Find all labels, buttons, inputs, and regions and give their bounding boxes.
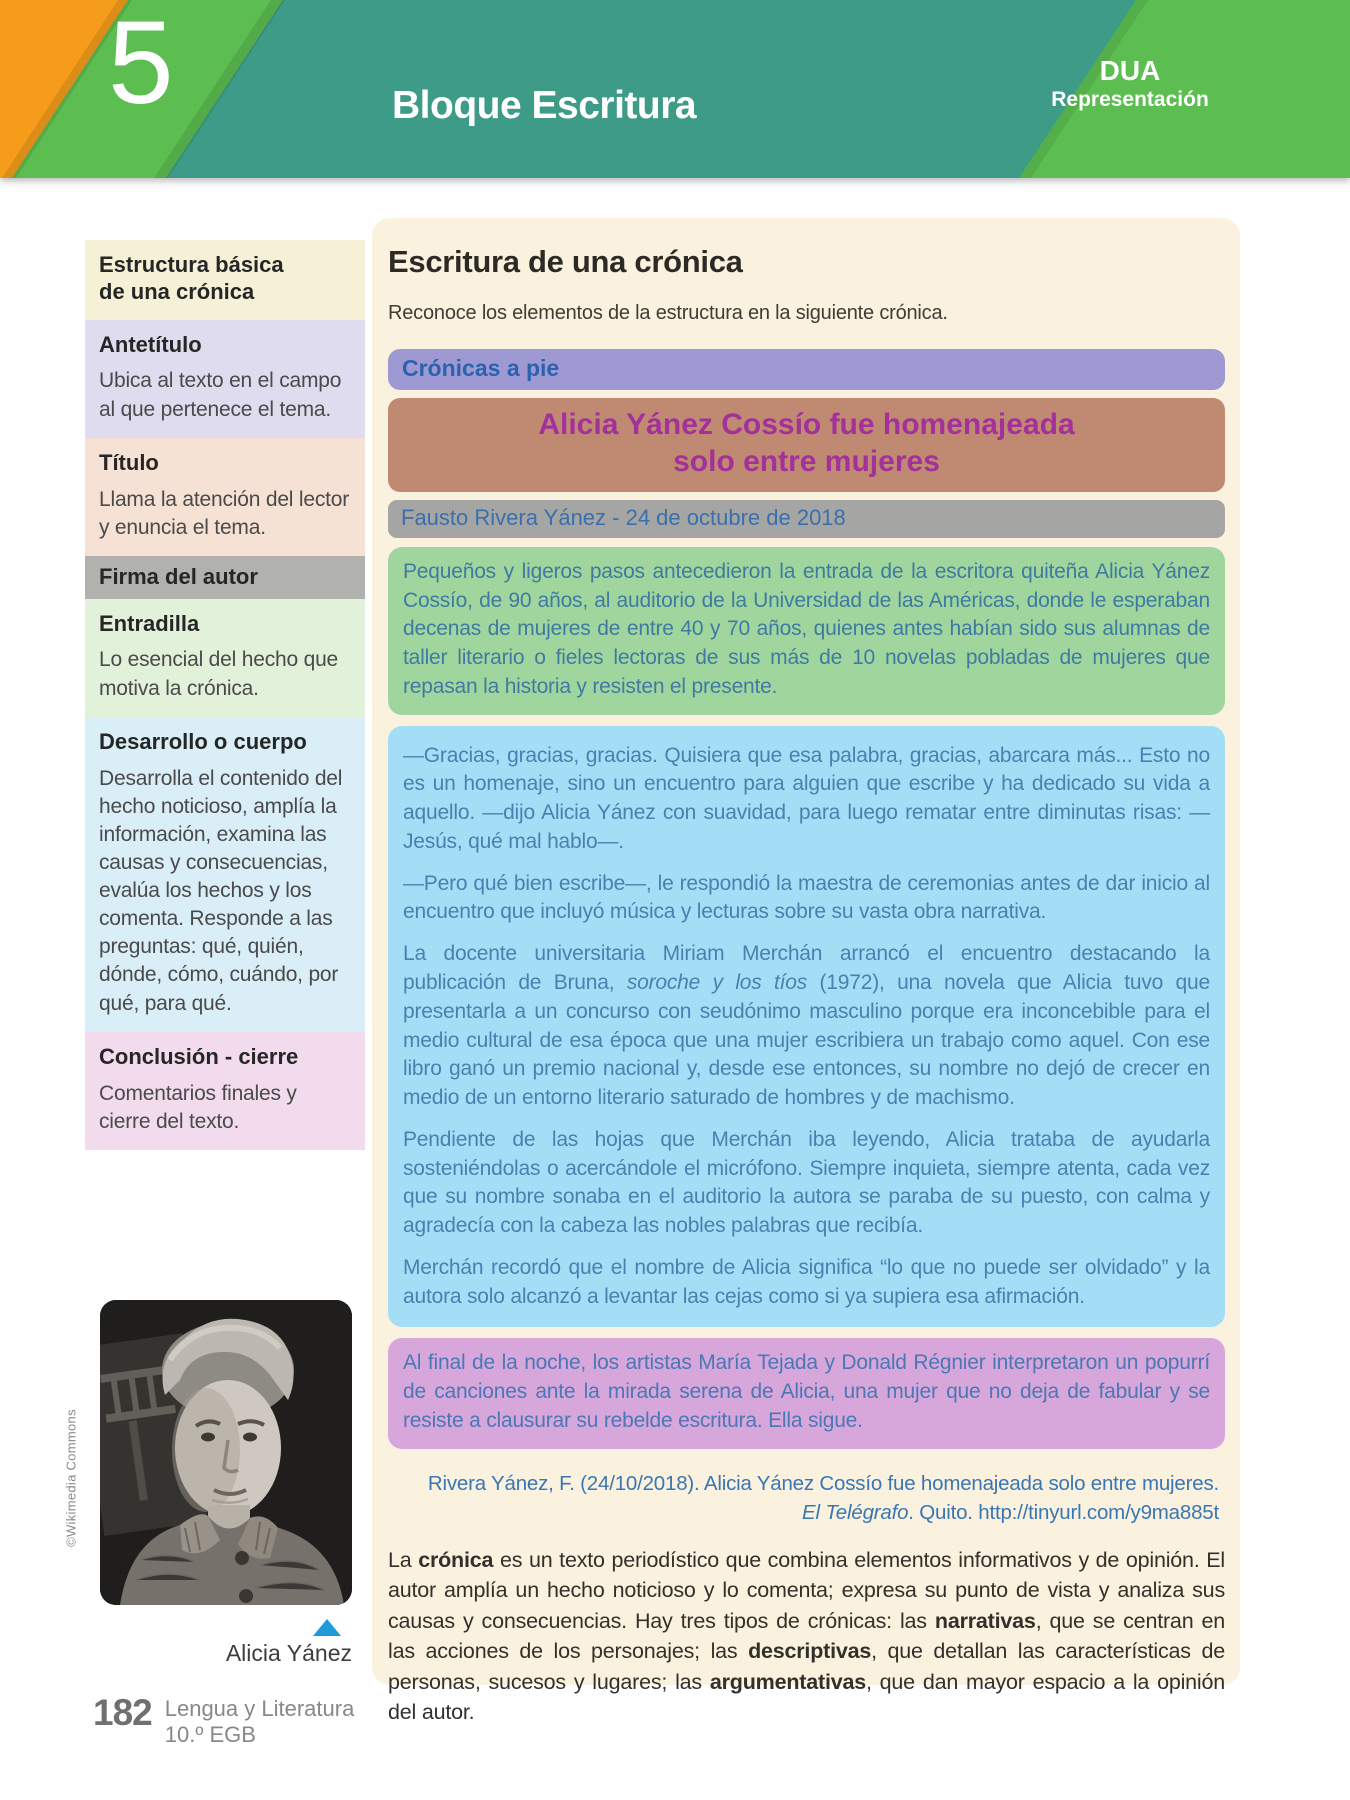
- page-footer: [93, 1694, 354, 1747]
- sidebar-item-heading: Título: [99, 449, 159, 475]
- page-title: Escritura de una crónica: [388, 244, 743, 279]
- body-paragraph: Merchán recordó que el nombre de Alicia significa “lo que no puede ser olvidado” y la autora solo alcanzó a levantar las cejas como si ya supiera esa afirmación.: [403, 1255, 1210, 1308]
- main-content-panel: [372, 218, 1240, 1725]
- portrait-photo: [100, 1300, 352, 1605]
- sidebar-item-firma: [85, 556, 365, 599]
- body-paragraph: Pendiente de las hojas que Merchán iba leyendo, Alicia trataba de ayudarla sosteniéndolas o acercándole el micrófono. Siempre inquieta, siempre atenta, cada vez que su nombre sonaba en el auditorio la autora se paraba de su puesto, con calma y agradecía con la cabeza las nobles palabras que recibía.: [403, 1127, 1210, 1238]
- chronicle-closing-paragraph: Al final de la noche, los artistas María Tejada y Donald Régnier interpretaron un popurrí de canciones ante la mirada serena de Alicia, una mujer que no deja de fabular y se resiste a clausurar su rebelde escritura. Ella sigue.: [388, 1338, 1225, 1448]
- sidebar-item-antetitulo: [85, 320, 365, 438]
- caption-arrow-icon: [313, 1619, 341, 1636]
- sidebar-item-body: Lo esencial del hecho que motiva la crónica.: [99, 648, 339, 700]
- sidebar-item-body: Comentarios finales y cierre del texto.: [99, 1081, 297, 1133]
- citation-line1: Rivera Yánez, F. (24/10/2018). Alicia Yánez Cossío fue homenajeada solo entre mujeres.: [427, 1471, 1219, 1495]
- unit-number: 5: [108, 0, 172, 129]
- body-paragraph: —Gracias, gracias, gracias. Quisiera que esa palabra, gracias, abarcara más... Esto no es un homenaje, sino un encuentro para alguien que escribe y ha dedicado su vida a aquello. —dijo Alicia Yánez con suavidad, para luego rematar entre diminutas risas: —Jesús, qué mal hablo—.: [403, 743, 1210, 853]
- sidebar-item-heading: Firma del autor: [99, 563, 258, 589]
- sidebar-item-entradilla: [85, 599, 365, 717]
- footer-subject-grade: [165, 1696, 355, 1747]
- cronica-definition: La crónica es un texto periodístico que combina elementos informativos y de opinión. El autor amplía un hecho noticioso y lo comenta; expresa su punto de vista y analiza sus causas y consecuencias. Hay tres tipos de crónicas: las narrativas, que se centran en las acciones de los personajes; las descriptivas, que detallan las características de personas, sucesos y lugares; las argumentativas, que dan mayor espacio a la opinión del autor.: [388, 1547, 1226, 1725]
- footer-grade: 10.º EGB: [164, 1721, 256, 1747]
- block-title: Bloque Escritura: [392, 84, 697, 127]
- sidebar-item-heading: Entradilla: [99, 610, 200, 636]
- sidebar-title-line1: Estructura básica: [99, 252, 284, 277]
- sidebar-item-heading: Conclusión - cierre: [99, 1043, 299, 1069]
- chronicle-lead-paragraph: Pequeños y ligeros pasos antecedieron la entrada de la escritora quiteña Alicia Yánez Cossío, de 90 años, al auditorio de la Universidad de las Américas, donde le esperaban decenas de mujeres de entre 40 y 70 años, quienes antes habían sido sus alumnas de taller literario o fieles lectoras de sus más de 10 novelas pobladas de mujeres que repasan la historia y resisten el presente.: [388, 547, 1225, 715]
- page-number: 182: [93, 1692, 152, 1733]
- instruction-text: Reconoce los elementos de la estructura en la siguiente crónica.: [388, 302, 948, 324]
- headline-line1: Alicia Yánez Cossío fue homenajeada: [538, 408, 1075, 441]
- sidebar-item-heading: Antetítulo: [99, 331, 202, 357]
- sidebar-title-box: [85, 240, 365, 320]
- photo-credit: ©Wikimedia Commons: [63, 1409, 79, 1547]
- sidebar-item-desarrollo: [85, 717, 365, 1032]
- citation-line2: El Telégrafo. Quito. http://tinyurl.com/y9ma885t: [802, 1500, 1219, 1524]
- sidebar-item-conclusion: [85, 1032, 365, 1150]
- sidebar-title-line2: de una crónica: [99, 278, 255, 304]
- dua-sublabel: Representación: [1051, 87, 1209, 111]
- portrait-illustration: [100, 1300, 352, 1605]
- body-paragraph: —Pero qué bien escribe—, le respondió la maestra de ceremonias antes de dar inicio al encuentro que incluyó música y lecturas sobre su vasta obra narrativa.: [403, 871, 1210, 924]
- chronicle-antetitulo-bar: Crónicas a pie: [388, 349, 1225, 390]
- sidebar-item-heading: Desarrollo o cuerpo: [99, 728, 307, 754]
- chronicle-body: [388, 726, 1225, 1328]
- photo-caption: Alicia Yánez: [225, 1640, 352, 1666]
- unit-header-banner: [0, 0, 1350, 178]
- sidebar-item-body: Llama la atención del lector y enuncia el tema.: [99, 487, 350, 539]
- headline-line2: solo entre mujeres: [673, 444, 940, 478]
- body-paragraph: La docente universitaria Miriam Merchán arrancó el encuentro destacando la publicación de Bruna, soroche y los tíos (1972), una novela que Alicia tuvo que presentarla a un concurso con seudónimo masculino porque era inconcebible para el medio cultural de esa época que una mujer escribiera un trabajo como aquel. Con ese libro ganó un premio nacional y, desde ese entonces, su nombre no dejó de crecer en medio de un entorno literario saturado de hombres y de machismo.: [403, 942, 1210, 1110]
- sidebar-item-titulo: [85, 438, 365, 556]
- footer-subject: Lengua y Literatura: [164, 1696, 355, 1721]
- chronicle-headline: [388, 398, 1225, 492]
- sidebar-item-body: Ubica al texto en el campo al que pertenece el tema.: [99, 369, 342, 421]
- dua-label: DUA: [1099, 55, 1161, 86]
- chronicle-byline: Fausto Rivera Yánez - 24 de octubre de 2018: [388, 500, 1225, 538]
- sidebar-item-body: Desarrolla el contenido del hecho noticioso, amplía la información, examina las causas y consecuencias, evalúa los hechos y los comenta. Responde a las preguntas: qué, quién, dónde, cómo, cuándo, por qué, para qué.: [99, 766, 343, 1015]
- dua-badge: [1020, 56, 1240, 113]
- structure-sidebar: [85, 240, 365, 1150]
- source-citation: [388, 1469, 1225, 1527]
